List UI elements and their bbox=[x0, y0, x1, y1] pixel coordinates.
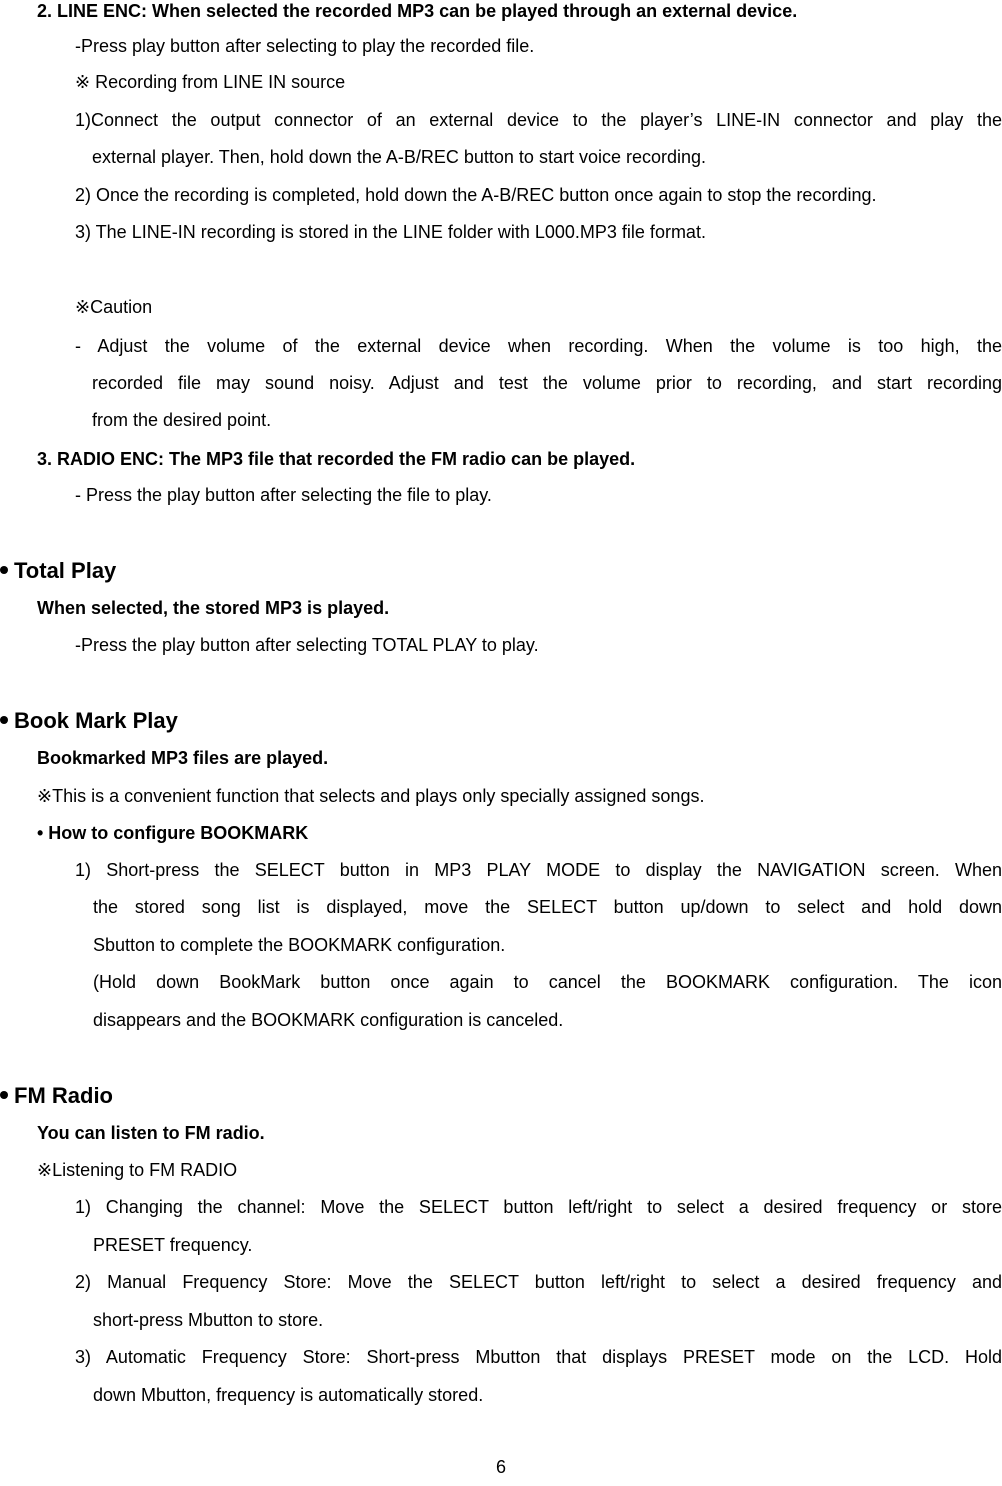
bookmark-subtitle: Bookmarked MP3 files are played. bbox=[37, 748, 329, 768]
bookmark-howto: • How to configure BOOKMARK bbox=[37, 823, 309, 843]
total-play-heading bbox=[0, 558, 116, 584]
line-enc-step2: 2) Once the recording is completed, hold down the A-B/REC button once again to stop the recording. bbox=[75, 185, 877, 205]
caution-line-3: from the desired point. bbox=[92, 410, 272, 430]
line-enc-press: -Press play button after selecting to play the recorded file. bbox=[75, 36, 535, 56]
bookmark-step1-b: the stored song list is displayed, move the SELECT button up/down to select and hold down bbox=[93, 897, 1002, 917]
bullet-icon bbox=[0, 1091, 8, 1099]
total-play-heading-text: Total Play bbox=[14, 558, 117, 583]
bookmark-heading-text: Book Mark Play bbox=[14, 708, 178, 733]
bookmark-note: ※This is a convenient function that selects and plays only specially assigned songs. bbox=[37, 786, 705, 806]
fm-radio-note: ※Listening to FM RADIO bbox=[37, 1160, 238, 1180]
bookmark-heading bbox=[0, 708, 178, 734]
caution-line-2: recorded file may sound noisy. Adjust and test the volume prior to recording, and start recording bbox=[92, 373, 1002, 393]
bookmark-cancel-a: (Hold down BookMark button once again to cancel the BOOKMARK configuration. The icon bbox=[93, 972, 1002, 992]
radio-enc-press: - Press the play button after selecting the file to play. bbox=[75, 485, 492, 505]
bullet-icon bbox=[0, 566, 8, 574]
radio-enc-title: 3. RADIO ENC: The MP3 file that recorded the FM radio can be played. bbox=[37, 449, 636, 469]
total-play-subtitle: When selected, the stored MP3 is played. bbox=[37, 598, 390, 618]
fm-radio-step1-a: 1) Changing the channel: Move the SELECT button left/right to select a desired frequency or store bbox=[75, 1197, 1002, 1217]
fm-radio-step3-a: 3) Automatic Frequency Store: Short-press Mbutton that displays PRESET mode on the LCD. Hold bbox=[75, 1347, 1002, 1367]
fm-radio-heading bbox=[0, 1083, 113, 1109]
line-enc-note: ※ Recording from LINE IN source bbox=[75, 72, 346, 92]
total-play-press: -Press the play button after selecting TOTAL PLAY to play. bbox=[75, 635, 539, 655]
fm-radio-step1-b: PRESET frequency. bbox=[93, 1235, 253, 1255]
fm-radio-heading-text: FM Radio bbox=[14, 1083, 113, 1108]
fm-radio-subtitle: You can listen to FM radio. bbox=[37, 1123, 265, 1143]
fm-radio-step3-b: down Mbutton, frequency is automatically stored. bbox=[93, 1385, 484, 1405]
caution-line-1: - Adjust the volume of the external device when recording. When the volume is too high, the bbox=[75, 336, 1002, 356]
page-number: 6 bbox=[495, 1457, 506, 1477]
fm-radio-step2-b: short-press Mbutton to store. bbox=[93, 1310, 324, 1330]
bookmark-cancel-b: disappears and the BOOKMARK configuration is canceled. bbox=[93, 1010, 564, 1030]
bookmark-step1-a: 1) Short-press the SELECT button in MP3 PLAY MODE to display the NAVIGATION screen. When bbox=[75, 860, 1002, 880]
line-enc-step1-a: 1)Connect the output connector of an external device to the player’s LINE-IN connector and play the bbox=[75, 110, 1002, 130]
line-enc-step3: 3) The LINE-IN recording is stored in the LINE folder with L000.MP3 file format. bbox=[75, 222, 706, 242]
line-enc-title: 2. LINE ENC: When selected the recorded MP3 can be played through an external device. bbox=[37, 1, 798, 21]
bookmark-step1-c: Sbutton to complete the BOOKMARK configuration. bbox=[93, 935, 506, 955]
bullet-icon bbox=[0, 716, 8, 724]
line-enc-step1-b: external player. Then, hold down the A-B/REC button to start voice recording. bbox=[92, 147, 707, 167]
caution-title: ※Caution bbox=[75, 297, 153, 317]
fm-radio-step2-a: 2) Manual Frequency Store: Move the SELECT button left/right to select a desired frequency and bbox=[75, 1272, 1002, 1292]
